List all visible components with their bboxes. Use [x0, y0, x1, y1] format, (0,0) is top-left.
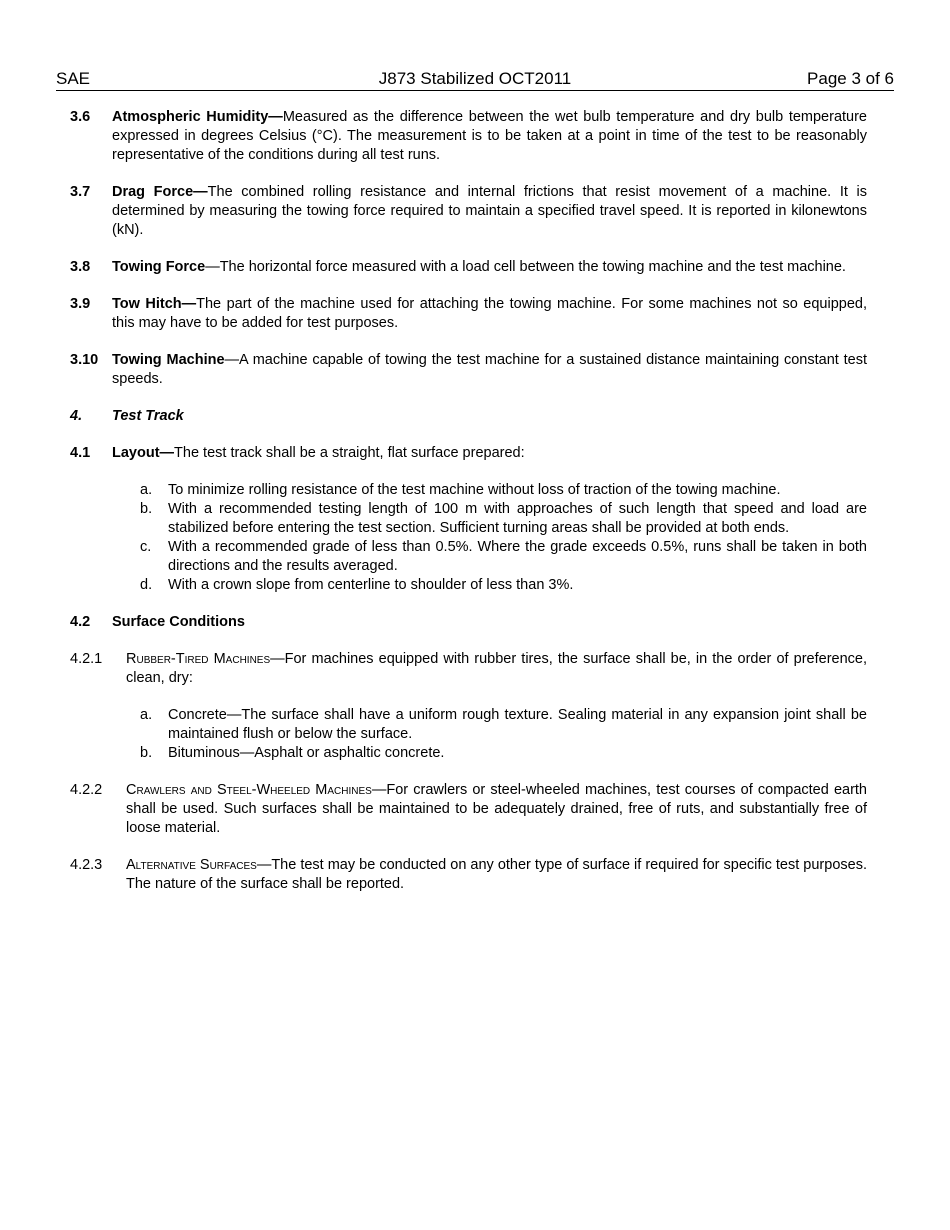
list-label: c.: [140, 539, 152, 555]
section-number: 3.8: [70, 259, 91, 275]
term: Atmospheric Humidity—: [112, 109, 283, 125]
list-text: Concrete—The surface shall have a uniform rough texture. Sealing material in any expansion joint shall be maintained flush or below the surface.: [168, 707, 867, 742]
clause-4-2-heading: [70, 613, 867, 632]
clause-4-1: [70, 444, 867, 463]
list-label: a.: [140, 707, 153, 723]
term: Drag Force—: [112, 184, 208, 200]
section-title: Test Track: [112, 408, 184, 424]
list-text: With a crown slope from centerline to shoulder of less than 3%.: [168, 577, 574, 593]
section-number: 4.2: [70, 614, 91, 630]
page-header: [56, 68, 894, 91]
list-item: [140, 481, 867, 500]
term: Towing Machine: [112, 352, 225, 368]
header-page-number: Page 3 of 6: [807, 69, 894, 88]
clause-text: The test track shall be a straight, flat surface prepared:: [174, 445, 525, 461]
term: Rubber-Tired Machines: [126, 651, 271, 667]
list-text: To minimize rolling resistance of the test machine without loss of traction of the towing machine.: [168, 482, 781, 498]
clause-text: —The test may be conducted on any other type of surface if required for specific test purposes. The nature of the surface shall be reported.: [126, 857, 867, 892]
header-org: SAE: [56, 69, 91, 88]
section-number: 4.: [70, 408, 83, 424]
list-label: b.: [140, 745, 153, 761]
list-item: [140, 744, 867, 763]
layout-list: [140, 481, 867, 595]
header-document-id: J873 Stabilized OCT2011: [378, 69, 572, 88]
list-item: [140, 500, 867, 538]
section-number: 3.7: [70, 184, 91, 200]
term: Alternative Surfaces: [126, 857, 257, 873]
term: Tow Hitch—: [112, 296, 197, 312]
definition-text: The combined rolling resistance and internal frictions that resist movement of a machine. It is determined by measuring the towing force required to maintain a specified travel speed. It is reported in kilonewtons (kN).: [112, 184, 867, 238]
definition-3-8: [70, 258, 867, 277]
definition-3-10: [70, 351, 867, 389]
section-number: 3.10: [70, 352, 99, 368]
list-item: [140, 706, 867, 744]
clause-4-2-2: [70, 781, 867, 838]
list-label: d.: [140, 577, 153, 593]
definition-3-9: [70, 295, 867, 333]
section-number: 3.9: [70, 296, 91, 312]
definition-3-6: [70, 108, 867, 165]
list-item: [140, 538, 867, 576]
definition-text: —A machine capable of towing the test machine for a sustained distance maintaining constant test speeds.: [112, 352, 867, 387]
rubber-list: [140, 706, 867, 763]
section-number: 3.6: [70, 109, 91, 125]
section-number: 4.2.3: [70, 857, 103, 873]
section-number: 4.2.2: [70, 782, 103, 798]
clause-4-2-1: [70, 650, 867, 688]
term: Towing Force: [112, 259, 206, 275]
list-label: b.: [140, 501, 153, 517]
clause-text: —For crawlers or steel-wheeled machines, test courses of compacted earth shall be used. Such surfaces shall be maintained to be adequately drained, free of ruts, and substantially free of loose material.: [126, 782, 867, 836]
definition-text: The part of the machine used for attaching the towing machine. For some machines not so equipped, this may have to be added for test purposes.: [112, 296, 867, 331]
term: Layout—: [112, 445, 175, 461]
list-text: With a recommended testing length of 100 m with approaches of such length that speed and load are stabilized before entering the test section. Sufficient turning areas shall be provided at both ends.: [168, 501, 867, 536]
document-body: [70, 108, 867, 912]
term: Crawlers and Steel-Wheeled Machines: [126, 782, 372, 798]
list-item: [140, 576, 867, 595]
definition-3-7: [70, 183, 867, 240]
clause-4-2-3: [70, 856, 867, 894]
section-4-heading: [70, 407, 867, 426]
list-text: Bituminous—Asphalt or asphaltic concrete.: [168, 745, 445, 761]
list-text: With a recommended grade of less than 0.5%. Where the grade exceeds 0.5%, runs shall be taken in both directions and the results averaged.: [168, 539, 867, 574]
definition-text: —The horizontal force measured with a load cell between the towing machine and the test machine.: [205, 259, 846, 275]
definition-text: Measured as the difference between the wet bulb temperature and dry bulb temperature expressed in degrees Celsius (°C). The measurement is to be taken at a point in time of the test to be reasonably representative of the conditions during all test runs.: [112, 109, 867, 163]
section-number: 4.2.1: [70, 651, 103, 667]
section-number: 4.1: [70, 445, 91, 461]
clause-text: —For machines equipped with rubber tires, the surface shall be, in the order of preference, clean, dry:: [126, 651, 868, 686]
section-title: Surface Conditions: [112, 614, 245, 630]
list-label: a.: [140, 482, 153, 498]
